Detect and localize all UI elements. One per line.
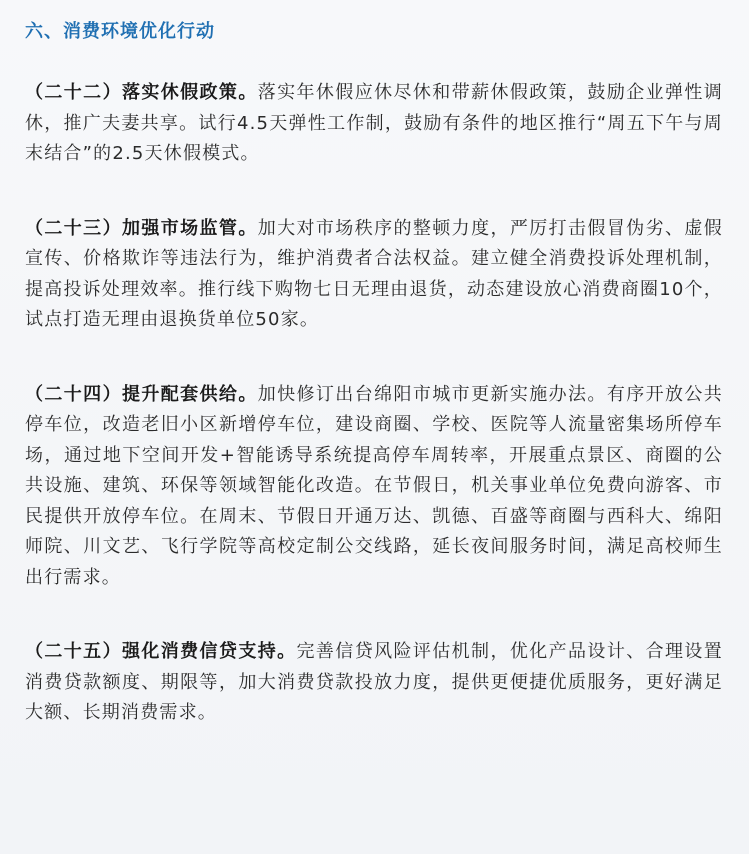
paragraph-body: 落实年休假应休尽休和带薪休假政策，鼓励企业弹性调休，推广夫妻共享。试行4.5天弹性工作制，鼓励有条件的地区推行“周五下午与周末结合”的2.5天休假模式。 [25, 82, 723, 164]
paragraph-heading: （二十五）强化消费信贷支持。 [25, 641, 297, 662]
paragraph-24 [25, 380, 723, 594]
paragraph-22 [25, 78, 723, 170]
paragraph-body: 完善信贷风险评估机制，优化产品设计、合理设置消费贷款额度、期限等，加大消费贷款投放力度，提供更便捷优质服务，更好满足大额、长期消费需求。 [25, 641, 723, 723]
paragraph-body: 加快修订出台绵阳市城市更新实施办法。有序开放公共停车位，改造老旧小区新增停车位，建设商圈、学校、医院等人流量密集场所停车场，通过地下空间开发+智能诱导系统提高停车周转率，开展重点景区、商圈的公共设施、建筑、环保等领域智能化改造。在节假日，机关事业单位免费向游客、市民提供开放停车位。在周末、节假日开通万达、凯德、百盛等商圈与西科大、绵阳师院、川文艺、飞行学院等高校定制公交线路，延长夜间服务时间，满足高校师生出行需求。 [25, 383, 723, 588]
paragraph-25 [25, 637, 723, 729]
paragraph-body: 加大对市场秩序的整顿力度，严厉打击假冒伪劣、虚假宣传、价格欺诈等违法行为，维护消费者合法权益。建立健全消费投诉处理机制，提高投诉处理效率。推行线下购物七日无理由退货，动态建设放心消费商圈10个，试点打造无理由退换货单位50家。 [25, 217, 723, 330]
section-title: 六、消费环境优化行动 [25, 21, 215, 42]
paragraph-heading: （二十二）落实休假政策。 [25, 82, 258, 103]
paragraph-heading: （二十三）加强市场监管。 [25, 217, 258, 239]
paragraph-heading: （二十四）提升配套供给。 [25, 383, 258, 405]
paragraph-23 [25, 214, 723, 336]
